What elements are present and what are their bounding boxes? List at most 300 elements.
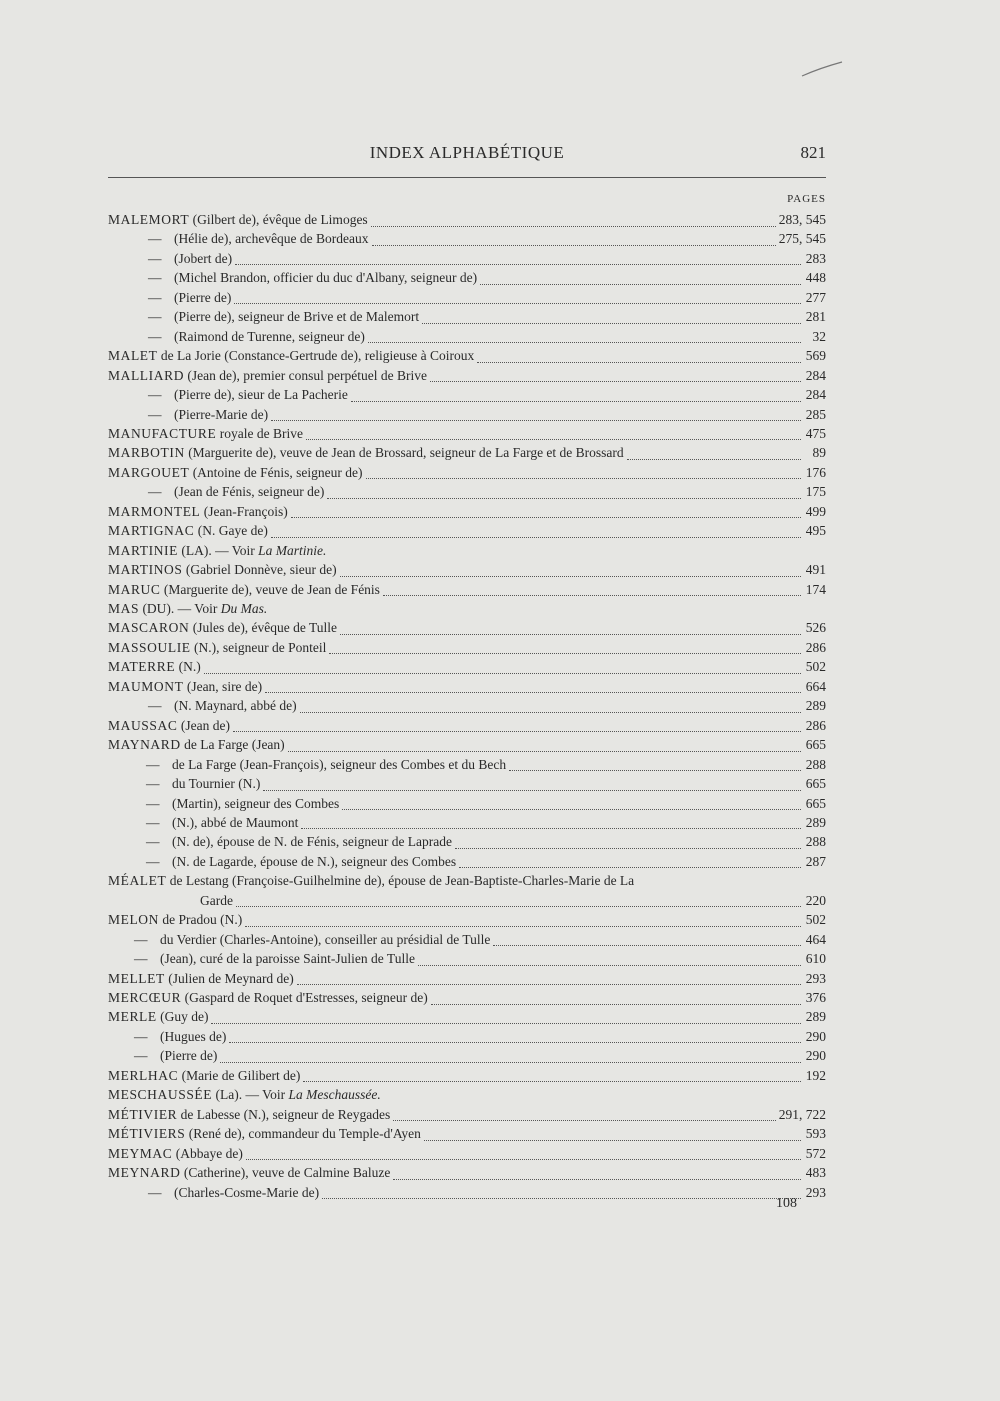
index-entry <box>108 426 826 446</box>
entry-description: (N. Gaye de) <box>194 523 268 539</box>
ditto-dash: — <box>146 853 160 869</box>
entry-description: (LA). — Voir <box>177 542 259 558</box>
ditto-dash: — <box>134 1048 148 1064</box>
dot-leader <box>342 809 801 810</box>
page-reference: 491 <box>805 562 826 578</box>
dot-leader <box>301 828 801 829</box>
entry-text <box>160 951 415 967</box>
index-entry <box>108 231 826 251</box>
page-reference: 277 <box>805 289 826 305</box>
dot-leader <box>477 362 801 363</box>
index-entry <box>108 504 826 524</box>
ditto-dash: — <box>148 270 162 286</box>
entry-text <box>172 776 260 792</box>
entry-text <box>108 523 268 539</box>
index-entry <box>108 465 826 485</box>
index-entry <box>108 815 826 835</box>
entry-description: (Jean de Fénis, seigneur de) <box>174 484 325 500</box>
dot-leader <box>245 926 801 927</box>
page-reference: 284 <box>805 387 826 403</box>
entry-text <box>108 543 326 559</box>
entry-description: de Lestang (Françoise-Guilhelmine de), épouse de Jean-Baptiste-Charles-Marie de La <box>166 873 635 889</box>
entry-description: du Verdier (Charles-Antoine), conseiller au présidial de Tulle <box>160 931 491 947</box>
dot-leader <box>455 848 801 849</box>
entry-description: (Marguerite de), veuve de Jean de Fénis <box>160 581 380 597</box>
entry-description: (Hélie de), archevêque de Bordeaux <box>174 231 369 247</box>
entry-text <box>108 659 201 675</box>
page-reference: 283, 545 <box>778 212 826 227</box>
dot-leader <box>480 284 801 285</box>
entry-text <box>160 1029 226 1045</box>
index-entry <box>108 757 826 777</box>
page-reference: 569 <box>805 348 826 364</box>
entry-text <box>108 1009 208 1025</box>
entry-description: (Pierre de), sieur de La Pacherie <box>174 387 348 403</box>
entry-name: MAYNARD <box>108 737 181 753</box>
index-entry <box>108 407 826 427</box>
index-entry <box>108 640 826 660</box>
entry-text <box>108 1068 300 1084</box>
page-reference: 175 <box>805 484 826 500</box>
entry-description: (Antoine de Fénis, seigneur de) <box>189 464 363 480</box>
ditto-dash: — <box>148 250 162 266</box>
page-reference: 464 <box>805 931 826 947</box>
entry-text <box>174 231 369 247</box>
entry-description: (Guy de) <box>156 1009 209 1025</box>
dot-leader <box>368 342 801 343</box>
entry-text <box>108 718 230 734</box>
entry-name: MERCŒUR <box>108 990 182 1005</box>
page-reference: 293 <box>805 1184 826 1200</box>
entry-name: MÉTIVIERS <box>108 1126 186 1142</box>
entry-name: MARGOUET <box>108 464 190 480</box>
entry-text <box>174 1185 319 1201</box>
entry-description: du Tournier (N.) <box>172 776 261 792</box>
ditto-dash: — <box>148 309 162 325</box>
entry-description: (Michel Brandon, officier du duc d'Albany, seigneur de) <box>174 270 478 286</box>
dot-leader <box>271 420 801 421</box>
index-entry <box>108 776 826 796</box>
page-header <box>108 143 826 178</box>
index-entry <box>108 1048 826 1068</box>
dot-leader <box>424 1140 801 1141</box>
page-reference: 284 <box>805 367 826 383</box>
dot-leader <box>372 245 776 246</box>
page-reference: 293 <box>805 970 826 986</box>
page-reference: 495 <box>805 523 826 539</box>
entry-text <box>108 582 380 598</box>
entry-text <box>108 1126 421 1142</box>
dot-leader <box>211 1023 801 1024</box>
entry-name: MATERRE <box>108 659 176 675</box>
entry-text <box>174 270 477 286</box>
entry-name: MARTINOS <box>108 562 183 578</box>
entry-description: (N.), abbé de Maumont <box>172 814 299 830</box>
entry-description: (N. de Lagarde, épouse de N.), seigneur des Combes <box>172 853 457 869</box>
dot-leader <box>383 595 801 596</box>
entry-description: (Jean de) <box>177 717 230 733</box>
ditto-dash: — <box>148 328 162 344</box>
entry-description: (Charles-Cosme-Marie de) <box>174 1184 320 1200</box>
entry-text <box>108 1146 243 1162</box>
page-reference: 664 <box>805 678 826 694</box>
index-entry <box>108 582 826 602</box>
index-entry <box>108 348 826 368</box>
entry-text <box>108 873 634 889</box>
entry-description: (Abbaye de) <box>172 1145 243 1161</box>
ditto-dash: — <box>146 795 160 811</box>
index-entry <box>108 1126 826 1146</box>
ditto-dash: — <box>148 231 162 247</box>
dot-leader <box>300 712 801 713</box>
entry-name: MALET <box>108 348 158 364</box>
ditto-dash: — <box>134 951 148 967</box>
page-reference: 192 <box>805 1067 826 1083</box>
entry-description: (Gilbert de), évêque de Limoges <box>189 212 368 227</box>
entry-name: MALLIARD <box>108 367 185 383</box>
index-entry <box>108 620 826 640</box>
index-entry <box>108 329 826 349</box>
pen-mark <box>800 60 845 80</box>
page-reference: 283 <box>805 250 826 266</box>
index-entry <box>108 523 826 543</box>
entry-name: MARMONTEL <box>108 503 201 519</box>
page-reference: 610 <box>805 951 826 967</box>
dot-leader <box>234 303 801 304</box>
entry-description: (Marguerite de), veuve de Jean de Brossard, seigneur de La Farge et de Brossard <box>184 445 624 461</box>
entry-text <box>172 757 506 773</box>
entry-name: MAUSSAC <box>108 717 178 733</box>
index-entry <box>108 251 826 271</box>
index-entry <box>108 893 826 913</box>
dot-leader <box>297 984 801 985</box>
index-entry <box>108 698 826 718</box>
entry-text <box>172 796 339 812</box>
dot-leader <box>229 1042 801 1043</box>
entry-description: (Jules de), évêque de Tulle <box>189 620 338 636</box>
entry-description: de La Farge (Jean-François), seigneur des Combes et du Bech <box>172 756 507 772</box>
ditto-dash: — <box>148 387 162 403</box>
page-reference: 499 <box>805 503 826 519</box>
page-reference: 290 <box>805 1048 826 1064</box>
entry-text <box>108 1165 390 1181</box>
page-reference: 286 <box>805 717 826 733</box>
entry-text <box>174 251 232 267</box>
dot-leader <box>430 381 801 382</box>
ditto-dash: — <box>146 756 160 772</box>
index-entry <box>108 368 826 388</box>
dot-leader <box>393 1179 801 1180</box>
page-reference: 376 <box>805 990 826 1005</box>
entry-text <box>108 620 337 636</box>
dot-leader <box>271 537 801 538</box>
page-reference: 502 <box>805 912 826 928</box>
entry-description: (La). — Voir <box>212 1087 289 1103</box>
index-entry <box>108 484 826 504</box>
dot-leader <box>220 1062 801 1063</box>
page-reference: 289 <box>805 1009 826 1025</box>
entry-name: MÉTIVIER <box>108 1106 178 1122</box>
entry-name: MALEMORT <box>108 212 190 227</box>
page-reference: 502 <box>805 659 826 675</box>
entry-name: MERLE <box>108 1009 157 1025</box>
entry-text <box>160 932 490 948</box>
dot-leader <box>327 498 801 499</box>
index-entry <box>108 445 826 465</box>
entry-description: de Labesse (N.), seigneur de Reygades <box>177 1106 391 1122</box>
cross-reference: Du Mas. <box>220 601 268 616</box>
page-reference: 288 <box>805 756 826 772</box>
index-entry <box>108 1068 826 1088</box>
entry-description: (Pierre de) <box>174 289 232 305</box>
page-reference: 174 <box>805 581 826 597</box>
index-entry <box>108 796 826 816</box>
page-reference: 593 <box>805 1126 826 1142</box>
index-entry <box>108 543 826 563</box>
index-entry <box>108 1185 826 1205</box>
entry-text <box>108 971 294 987</box>
entry-text <box>108 368 427 384</box>
dot-leader <box>366 478 801 479</box>
entry-description: (DU). — Voir <box>139 601 221 616</box>
entry-text <box>172 834 452 850</box>
ditto-dash: — <box>148 698 162 714</box>
dot-leader <box>265 692 801 693</box>
index-entry <box>108 659 826 679</box>
page-reference: 289 <box>805 814 826 830</box>
page-reference: 526 <box>805 620 826 636</box>
ditto-dash: — <box>146 776 160 792</box>
page-title: INDEX ALPHABÉTIQUE <box>369 143 565 162</box>
dot-leader <box>351 401 801 402</box>
ditto-dash: — <box>148 406 162 422</box>
entry-name: MANUFACTURE <box>108 425 217 441</box>
entry-description: de La Jorie (Constance-Gertrude de), religieuse à Coiroux <box>157 348 475 364</box>
index-entry <box>108 290 826 310</box>
index-entry <box>108 1087 826 1107</box>
dot-leader <box>459 867 801 868</box>
page-reference: 483 <box>805 1165 826 1181</box>
entry-text <box>172 815 298 831</box>
ditto-dash: — <box>148 289 162 305</box>
dot-leader <box>627 459 801 460</box>
entry-name: MASCARON <box>108 620 190 636</box>
entry-text <box>174 407 268 423</box>
entry-text <box>108 212 368 228</box>
dot-leader <box>288 751 801 752</box>
cross-reference: La Martinie. <box>258 542 327 558</box>
index-entry <box>108 971 826 991</box>
ditto-dash: — <box>148 484 162 500</box>
dot-leader <box>371 226 776 227</box>
page-reference: 287 <box>805 853 826 869</box>
entry-description: (Pierre de) <box>160 1048 218 1064</box>
dot-leader <box>329 653 801 654</box>
index-entry <box>108 834 826 854</box>
dot-leader <box>236 906 801 907</box>
ditto-dash: — <box>134 1028 148 1044</box>
index-entry <box>108 718 826 738</box>
pages-column-label: PAGES <box>787 193 826 205</box>
entry-text <box>174 698 297 714</box>
dot-leader <box>340 634 801 635</box>
page-reference: 288 <box>805 834 826 850</box>
entry-name: MEYMAC <box>108 1145 173 1161</box>
page-reference: 289 <box>805 698 826 714</box>
entry-name: MARUC <box>108 581 161 597</box>
entry-text <box>108 562 337 578</box>
entry-name: MARTIGNAC <box>108 523 195 539</box>
index-entry <box>108 1009 826 1029</box>
dot-leader <box>422 323 801 324</box>
entry-text <box>108 640 326 656</box>
index-entry <box>108 679 826 699</box>
entry-description: (Martin), seigneur des Combes <box>172 795 340 811</box>
index-entry <box>108 1165 826 1185</box>
index-entry <box>108 601 826 621</box>
entry-description: (Jean de), premier consul perpétuel de Brive <box>184 367 427 383</box>
dot-leader <box>291 517 801 518</box>
index-entry <box>108 1146 826 1166</box>
entry-text <box>108 601 267 617</box>
entry-text <box>108 737 285 753</box>
entry-description: (Pierre-Marie de) <box>174 406 269 422</box>
entry-description: (Gaspard de Roquet d'Estresses, seigneur de) <box>181 990 428 1005</box>
dot-leader <box>246 1159 801 1160</box>
entry-text <box>108 426 303 442</box>
ditto-dash: — <box>134 931 148 947</box>
page-reference: 448 <box>805 270 826 286</box>
page-reference: 32 <box>812 328 826 344</box>
entry-name: MELLET <box>108 970 165 986</box>
entry-text <box>108 990 428 1006</box>
page-reference: 665 <box>805 737 826 753</box>
entry-name: MAS <box>108 601 140 616</box>
ditto-dash: — <box>146 814 160 830</box>
dot-leader <box>431 1004 801 1005</box>
index-entry <box>108 873 826 893</box>
entry-name: MERLHAC <box>108 1067 179 1083</box>
entry-description: de La Farge (Jean) <box>180 737 285 753</box>
entry-description: Garde <box>200 892 233 908</box>
page-reference: 275, 545 <box>778 231 826 247</box>
dot-leader <box>493 945 801 946</box>
dot-leader <box>340 576 801 577</box>
dot-leader <box>204 673 801 674</box>
ditto-dash: — <box>146 834 160 850</box>
entry-description: (N.) <box>175 659 201 675</box>
index-entry <box>108 270 826 290</box>
page-reference: 281 <box>805 309 826 325</box>
entry-name: MESCHAUSSÉE <box>108 1087 213 1103</box>
entry-description: (Gabriel Donnève, sieur de) <box>182 562 337 578</box>
index-entry <box>108 854 826 874</box>
entry-name: MARBOTIN <box>108 445 185 461</box>
entry-text <box>108 679 262 695</box>
page-reference: 176 <box>805 464 826 480</box>
entry-description: (Marie de Gilibert de) <box>178 1067 301 1083</box>
entry-name: MELON <box>108 912 159 928</box>
dot-leader <box>306 439 801 440</box>
entry-text <box>174 290 231 306</box>
entry-text <box>174 309 419 325</box>
index-entry <box>108 309 826 329</box>
entry-text <box>174 387 348 403</box>
dot-leader <box>509 770 801 771</box>
page-reference: 286 <box>805 639 826 655</box>
entry-description: (Jean, sire de) <box>183 678 263 694</box>
cross-reference: La Meschaussée. <box>288 1087 381 1103</box>
entry-text <box>108 1087 381 1103</box>
entry-description: (Catherine), veuve de Calmine Baluze <box>180 1165 391 1181</box>
page-reference: 220 <box>805 892 826 908</box>
entry-text <box>174 484 324 500</box>
dot-leader <box>393 1120 776 1121</box>
dot-leader <box>263 790 801 791</box>
entry-description: (René de), commandeur du Temple-d'Ayen <box>185 1126 421 1142</box>
entry-description: (Jobert de) <box>174 250 233 266</box>
entry-description: (Hugues de) <box>160 1028 227 1044</box>
index-entry <box>108 1029 826 1049</box>
page-reference: 285 <box>805 406 826 422</box>
entry-text <box>108 504 288 520</box>
page-reference: 475 <box>805 425 826 441</box>
entry-text <box>108 1107 390 1123</box>
index-entry <box>108 912 826 932</box>
entry-description: (Julien de Meynard de) <box>164 970 294 986</box>
entry-text <box>200 893 233 909</box>
dot-leader <box>418 965 801 966</box>
entry-text <box>160 1048 217 1064</box>
page-reference: 291, 722 <box>778 1106 826 1122</box>
entry-description: (Jean-François) <box>200 503 288 519</box>
page-reference: 665 <box>805 795 826 811</box>
entry-description: (N. Maynard, abbé de) <box>174 698 297 714</box>
entry-description: (Raimond de Turenne, seigneur de) <box>174 328 365 344</box>
entry-name: MEYNARD <box>108 1165 181 1181</box>
index-entry <box>108 387 826 407</box>
entry-name: MÉALET <box>108 873 167 889</box>
dot-leader <box>322 1198 801 1199</box>
index-entry <box>108 932 826 952</box>
entry-description: (N. de), épouse de N. de Fénis, seigneur de Laprade <box>172 834 453 850</box>
entry-description: (Jean), curé de la paroisse Saint-Julien de Tulle <box>160 951 415 967</box>
entry-description: royale de Brive <box>216 425 303 441</box>
dot-leader <box>303 1081 801 1082</box>
page-reference: 665 <box>805 776 826 792</box>
index-entry <box>108 990 826 1010</box>
index-entry <box>108 212 826 232</box>
ditto-dash: — <box>148 1184 162 1200</box>
entry-text <box>174 329 365 345</box>
entry-description: (Pierre de), seigneur de Brive et de Malemort <box>174 309 420 325</box>
entry-text <box>172 854 456 870</box>
index-entry <box>108 1107 826 1127</box>
entry-text <box>108 348 474 364</box>
index-entry <box>108 737 826 757</box>
dot-leader <box>233 731 801 732</box>
page-reference: 89 <box>812 445 826 461</box>
entry-name: MARTINIE <box>108 542 178 558</box>
entry-text <box>108 445 624 461</box>
entry-name: MASSOULIE <box>108 639 191 655</box>
page-reference: 572 <box>805 1145 826 1161</box>
entry-description: de Pradou (N.) <box>159 912 243 928</box>
page-reference: 290 <box>805 1028 826 1044</box>
dot-leader <box>235 264 801 265</box>
index-entry <box>108 951 826 971</box>
entry-description: (N.), seigneur de Ponteil <box>190 639 327 655</box>
